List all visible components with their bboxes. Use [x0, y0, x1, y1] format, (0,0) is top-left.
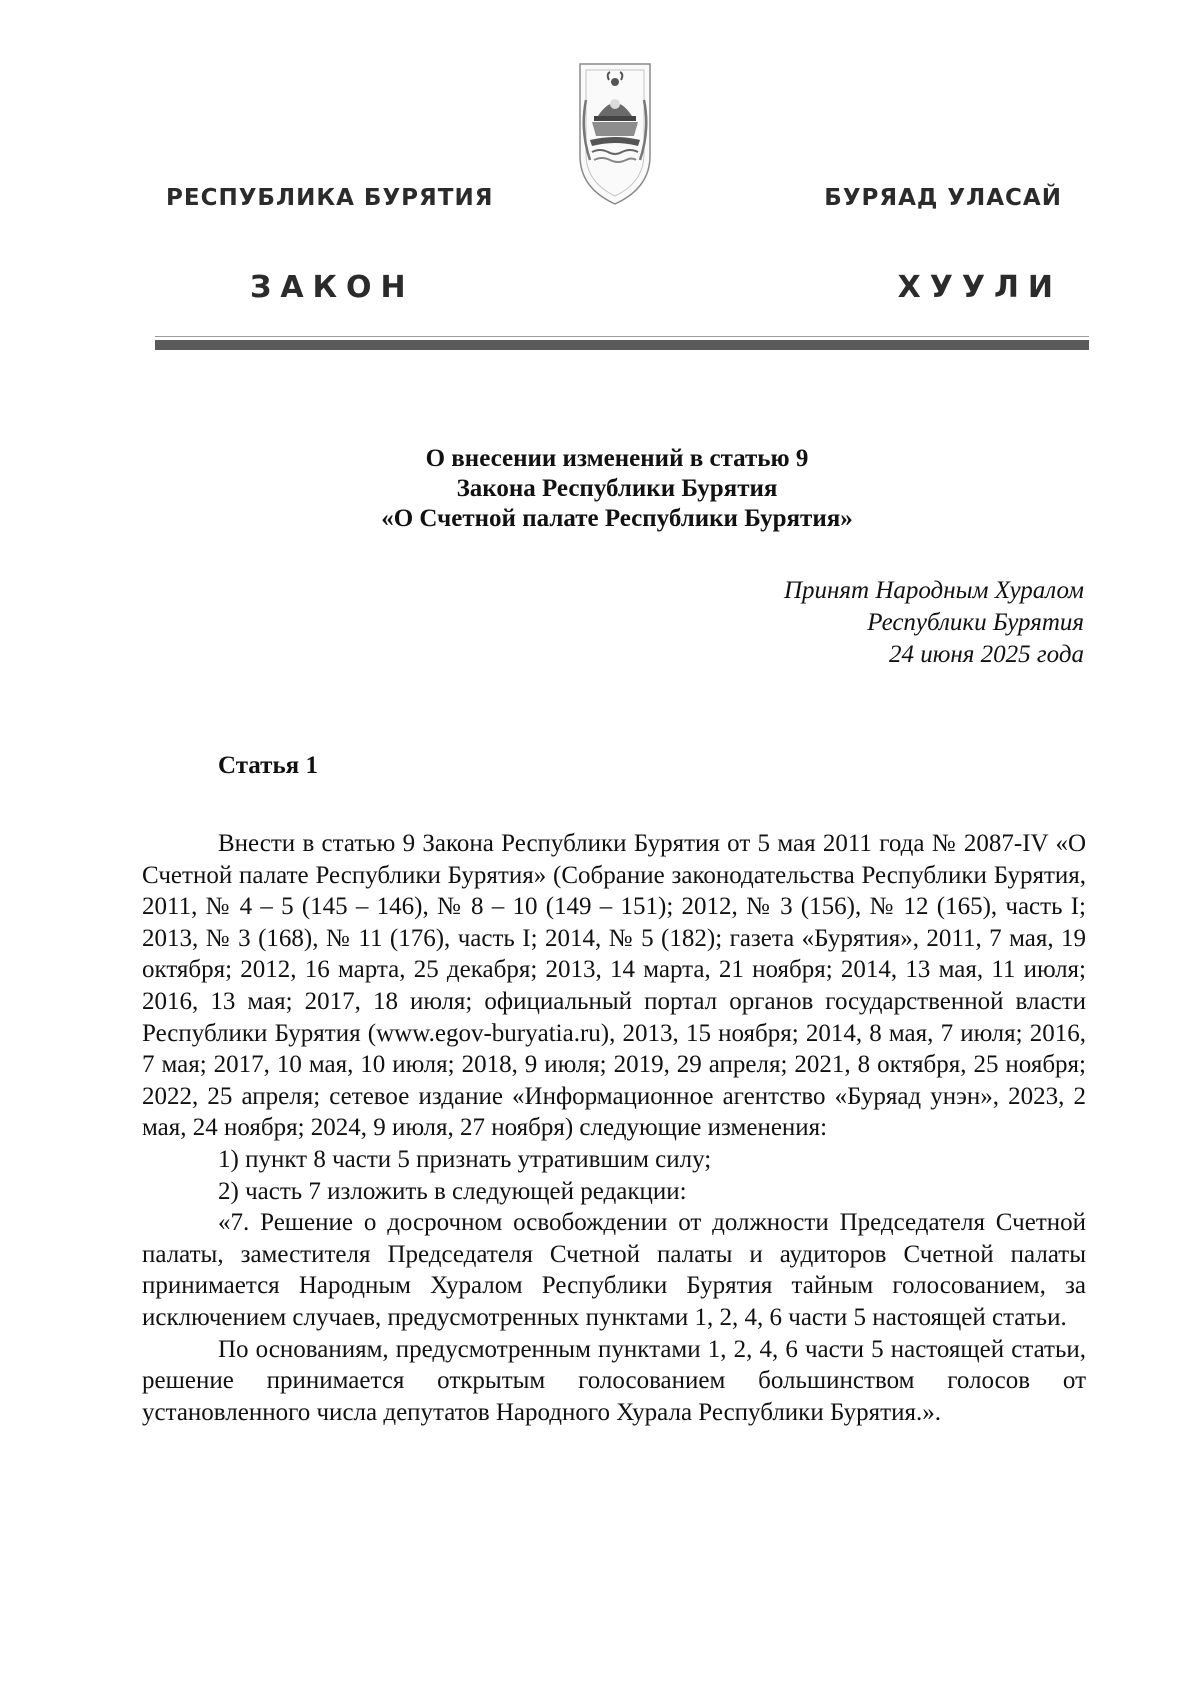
adoption-line: Принят Народным Хуралом	[783, 577, 1084, 604]
state-name-russian: РЕСПУБЛИКА БУРЯТИЯ	[166, 185, 494, 211]
document-type-buryat: ХУУЛИ	[897, 270, 1062, 305]
adoption-note	[784, 575, 1084, 671]
article-paragraph: «7. Решение о досрочном освобождении от должности Председателя Счетной палаты, заместителя Председателя Счетной палаты и аудиторов Счетной палаты принимается Народным Хуралом Республики Бурятия тайным голосованием, за исключением случаев, предусмотренных пунктами 1, 2, 4, 6 части 5 настоящей статьи.	[142, 1209, 1086, 1331]
article-paragraph: 1) пункт 8 части 5 признать утратившим силу;	[218, 1145, 712, 1173]
adoption-date: 24 июня 2025 года	[889, 641, 1084, 668]
law-title	[150, 444, 1084, 534]
law-title-line: «О Счетной палате Республики Бурятия»	[381, 505, 853, 532]
header-divider-thin	[155, 336, 1089, 337]
coat-of-arms-icon	[576, 60, 654, 208]
article-body	[142, 828, 1086, 1428]
article-paragraph: 2) часть 7 изложить в следующей редакции:	[218, 1177, 687, 1205]
law-title-line: О внесении изменений в статью 9	[425, 445, 809, 472]
header-divider	[155, 340, 1089, 350]
article-paragraph: По основаниям, предусмотренным пунктами 1, 2, 4, 6 части 5 настоящей статьи, решение принимается открытым голосованием большинством голосов от установленного числа депутатов Народного Хурала Республики Бурятия.».	[142, 1335, 1086, 1426]
adoption-line: Республики Бурятия	[867, 609, 1084, 636]
article-heading: Статья 1	[218, 752, 318, 779]
state-name-buryat: БУРЯАД УЛАСАЙ	[824, 185, 1062, 211]
article-paragraph: Внести в статью 9 Закона Республики Бурятия от 5 мая 2011 года № 2087-IV «О Счетной палате Республики Бурятия» (Собрание законодательства Республики Бурятия, 2011, № 4 – 5 (145 – 146), № 8 – 10 (149 – 151); 2012, № 3 (156), № 12 (165), часть I; 2013, № 3 (168), № 11 (176), часть I; 2014, № 5 (182); газета «Бурятия», 2011, 7 мая, 19 октября; 2012, 16 марта, 25 декабря; 2013, 14 марта, 21 ноября; 2014, 13 мая, 11 июля; 2016, 13 мая; 2017, 18 июля; официальный портал органов государственной власти Республики Бурятия (www.egov-buryatia.ru), 2013, 15 ноября; 2014, 8 мая, 7 июля; 2016, 7 мая; 2017, 10 мая, 10 июля; 2018, 9 июля; 2019, 29 апреля; 2021, 8 октября, 25 ноября; 2022, 25 апреля; сетевое издание «Информационное агентство «Буряад унэн», 2023, 2 мая, 24 ноября; 2024, 9 июля, 27 ноября) следующие изменения:	[142, 830, 1086, 1142]
document-type-russian: ЗАКОН	[250, 270, 415, 305]
law-title-line: Закона Республики Бурятия	[456, 475, 778, 502]
